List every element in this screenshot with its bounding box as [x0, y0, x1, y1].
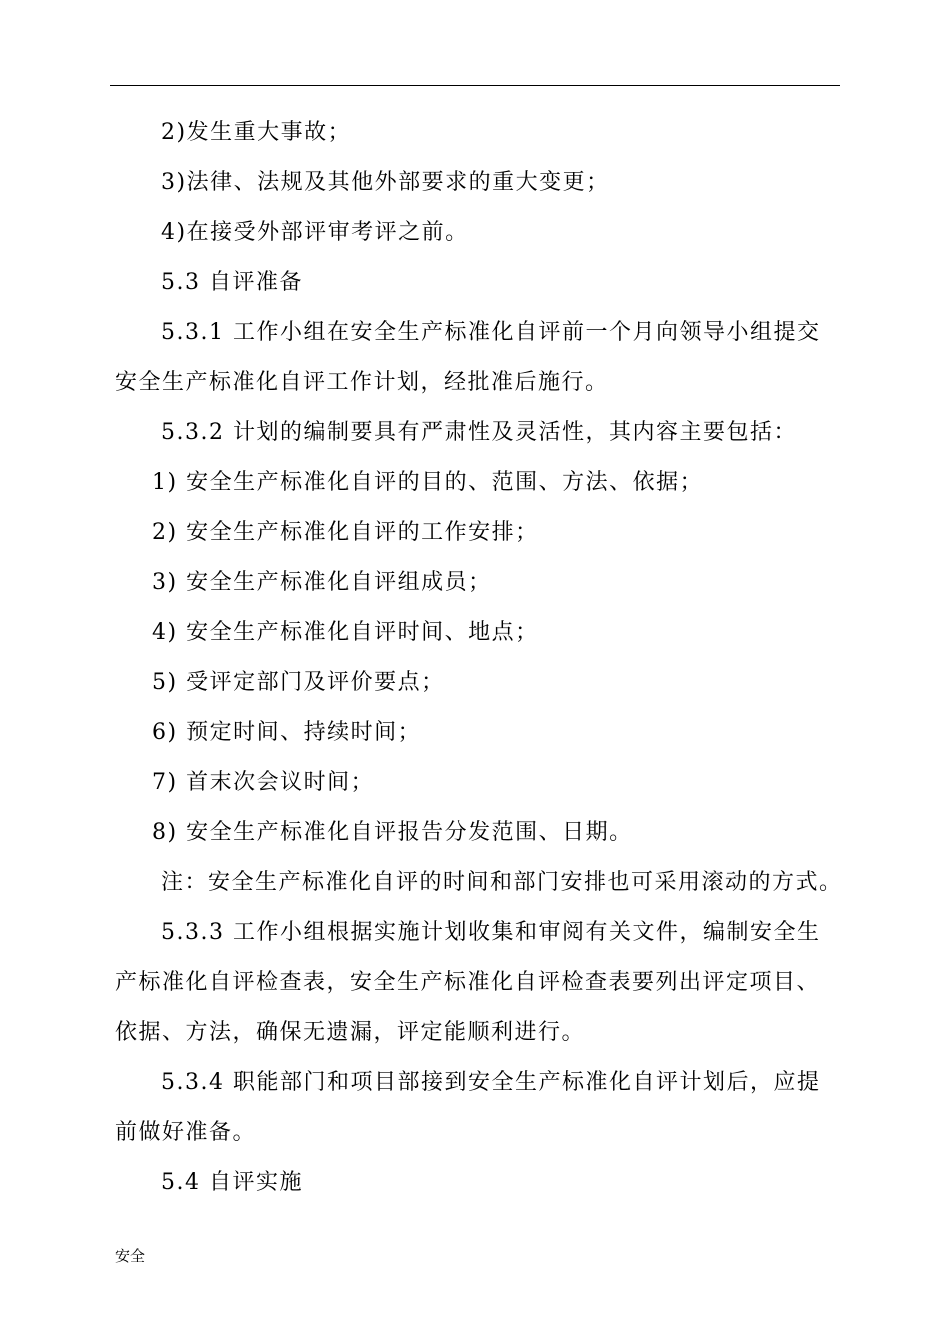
list-item: 7) 首末次会议时间；: [152, 770, 375, 795]
list-item: 1) 安全生产标准化自评的目的、范围、方法、依据；: [152, 470, 704, 495]
header-rule: [110, 85, 840, 86]
list-item: 4)在接受外部评审考评之前。: [161, 220, 469, 245]
paragraph-line: 5.3.3 工作小组根据实施计划收集和审阅有关文件，编制安全生: [161, 920, 821, 945]
list-item: 2) 安全生产标准化自评的工作安排；: [152, 520, 539, 545]
paragraph-line: 5.3.2 计划的编制要具有严肃性及灵活性，其内容主要包括：: [161, 420, 797, 445]
paragraph-line: 安全生产标准化自评工作计划，经批准后施行。: [115, 370, 609, 395]
paragraph-line: 产标准化自评检查表，安全生产标准化自评检查表要列出评定项目、: [115, 970, 821, 995]
list-item: 5) 受评定部门及评价要点；: [152, 670, 445, 695]
document-body: [115, 108, 845, 1208]
list-item: 8) 安全生产标准化自评报告分发范围、日期。: [152, 820, 633, 845]
paragraph-line: 5.3.1 工作小组在安全生产标准化自评前一个月向领导小组提交: [161, 320, 821, 345]
section-heading: 5.4 自评实施: [161, 1170, 303, 1195]
paragraph-line: 前做好准备。: [115, 1120, 257, 1145]
list-item: 2)发生重大事故；: [161, 120, 352, 145]
list-item: 3)法律、法规及其他外部要求的重大变更；: [161, 170, 610, 195]
list-item: 6) 预定时间、持续时间；: [152, 720, 422, 745]
paragraph-line: 依据、方法，确保无遗漏，评定能顺利进行。: [115, 1020, 586, 1045]
section-heading: 5.3 自评准备: [161, 270, 303, 295]
paragraph-line: 5.3.4 职能部门和项目部接到安全生产标准化自评计划后，应提: [161, 1070, 821, 1095]
page-footer: 安全: [115, 1247, 146, 1265]
note-line: 注：安全生产标准化自评的时间和部门安排也可采用滚动的方式。: [161, 870, 843, 895]
list-item: 4) 安全生产标准化自评时间、地点；: [152, 620, 539, 645]
list-item: 3) 安全生产标准化自评组成员；: [152, 570, 492, 595]
